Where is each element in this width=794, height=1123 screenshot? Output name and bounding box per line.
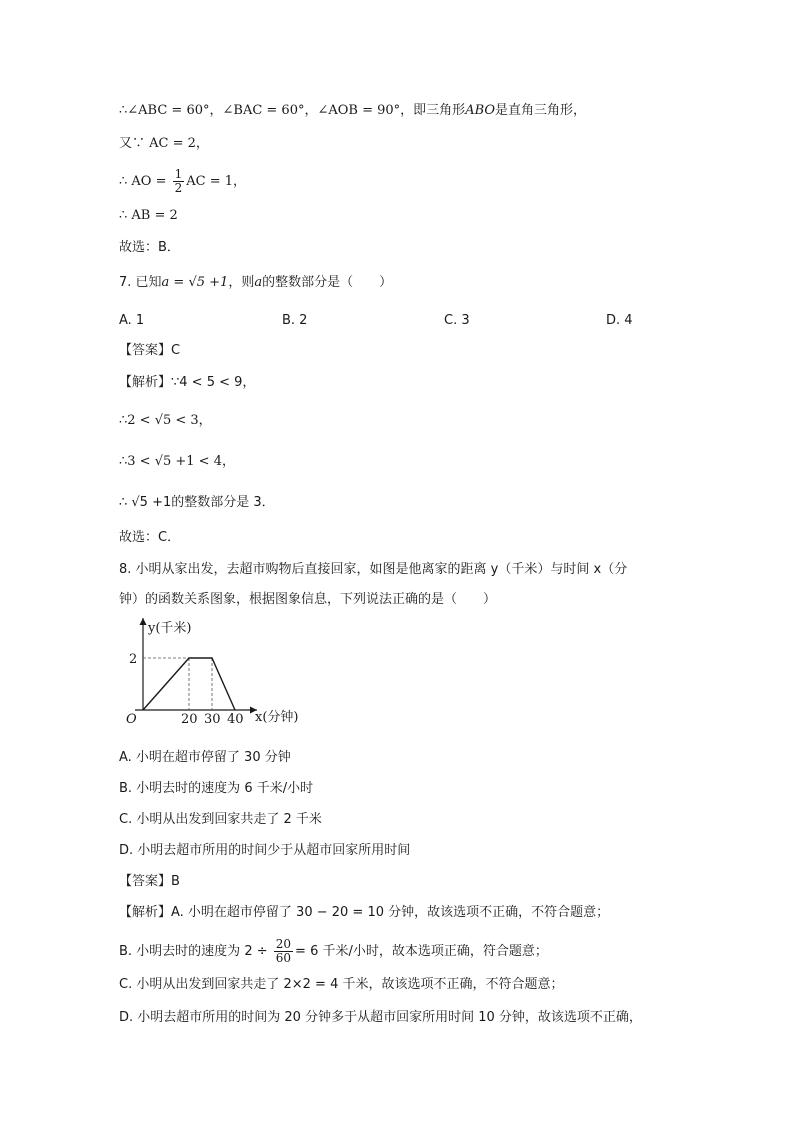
ao-result: AC = 1，	[186, 174, 247, 189]
triangle-name: ABO	[465, 103, 496, 118]
analysis-b-end: = 6 千米/小时，故本选项正确，符合题意；	[295, 944, 548, 959]
x-axis-label: x(分钟)	[255, 710, 299, 725]
q7-analysis-3: ∴3 < √5 +1 < 4，	[119, 454, 235, 469]
speed-fraction	[274, 938, 293, 965]
q8-analysis-a: 【解析】A. 小明在超市停留了 30 − 20 = 10 分钟，故该选项不正确，不符合题意；	[119, 905, 610, 920]
speed-numerator: 20	[275, 937, 292, 951]
q7-analysis-5: 故选：C．	[119, 530, 181, 545]
q8-analysis-b	[119, 938, 548, 965]
q7-stem-mid: ，则	[228, 275, 255, 290]
y-axis-label: y(千米)	[148, 621, 192, 636]
q7-answer: 【答案】C	[119, 343, 181, 358]
half-fraction	[173, 168, 185, 195]
distance-time-graph	[115, 612, 325, 732]
q7-analysis-1: 【解析】∵4 < 5 < 9，	[119, 375, 256, 390]
q7-option-a: A. 1	[119, 313, 145, 328]
solution-line-2: 又∵ AC = 2，	[119, 136, 209, 151]
fraction-numerator: 1	[174, 167, 183, 181]
solution-line-1	[119, 101, 586, 121]
q8-answer: 【答案】B	[119, 874, 180, 889]
speed-denominator: 60	[275, 951, 292, 965]
y-tick-2: 2	[129, 652, 138, 667]
q8-option-c: C. 小明从出发到回家共走了 2 千米	[119, 812, 322, 827]
q7-analysis-2: ∴2 < √5 < 3，	[119, 413, 212, 428]
origin-label: O	[126, 712, 137, 727]
q8-option-a: A. 小明在超市停留了 30 分钟	[119, 750, 291, 765]
x-tick-30: 30	[204, 712, 221, 727]
q7-stem-start: 7. 已知	[119, 275, 162, 290]
right-triangle-text: 是直角三角形，	[495, 103, 587, 118]
x-tick-20: 20	[181, 712, 198, 727]
solution-line-3	[119, 168, 246, 195]
q8-option-b: B. 小明去时的速度为 6 千米/小时	[119, 781, 314, 796]
q8-analysis-c: C. 小明从出发到回家共走了 2×2 = 4 千米，故该选项不正确，不符合题意；	[119, 977, 564, 992]
q7-analysis-4: ∴ √5 +1的整数部分是 3．	[119, 495, 275, 510]
analysis-b-start: B. 小明去时的速度为 2 ÷	[119, 944, 268, 959]
ao-label: ∴ AO =	[119, 174, 167, 189]
triangle-text: 即三角形	[413, 103, 466, 118]
q8-analysis-d: D. 小明去超市所用的时间为 20 分钟多于从超市回家所用时间 10 分钟，故该选项不正确，	[119, 1010, 642, 1025]
fraction-denominator: 2	[174, 181, 183, 195]
angle-statement: ∴∠ABC = 60°，∠BAC = 60°，∠AOB = 90°，	[119, 103, 414, 118]
q7-var: a	[254, 275, 263, 290]
q8-stem-line-2: 钟）的函数关系图象，根据图象信息，下列说法正确的是（ ）	[119, 592, 497, 607]
q7-option-d: D. 4	[606, 313, 633, 328]
q7-stem-end: 的整数部分是（ ）	[262, 275, 393, 290]
q7-math: a = √5 +1	[161, 275, 229, 290]
q7-option-b: B. 2	[282, 313, 308, 328]
solution-line-4: ∴ AB = 2	[119, 208, 178, 223]
q8-option-d: D. 小明去超市所用的时间少于从超市回家所用时间	[119, 843, 411, 858]
q7-option-c: C. 3	[444, 313, 470, 328]
q8-stem-line-1: 8. 小明从家出发，去超市购物后直接回家，如图是他离家的距离 y（千米）与时间 x（分	[119, 562, 628, 577]
x-tick-40: 40	[227, 712, 244, 727]
choose-b: 故选：B．	[119, 240, 180, 255]
q7-stem	[119, 273, 392, 293]
